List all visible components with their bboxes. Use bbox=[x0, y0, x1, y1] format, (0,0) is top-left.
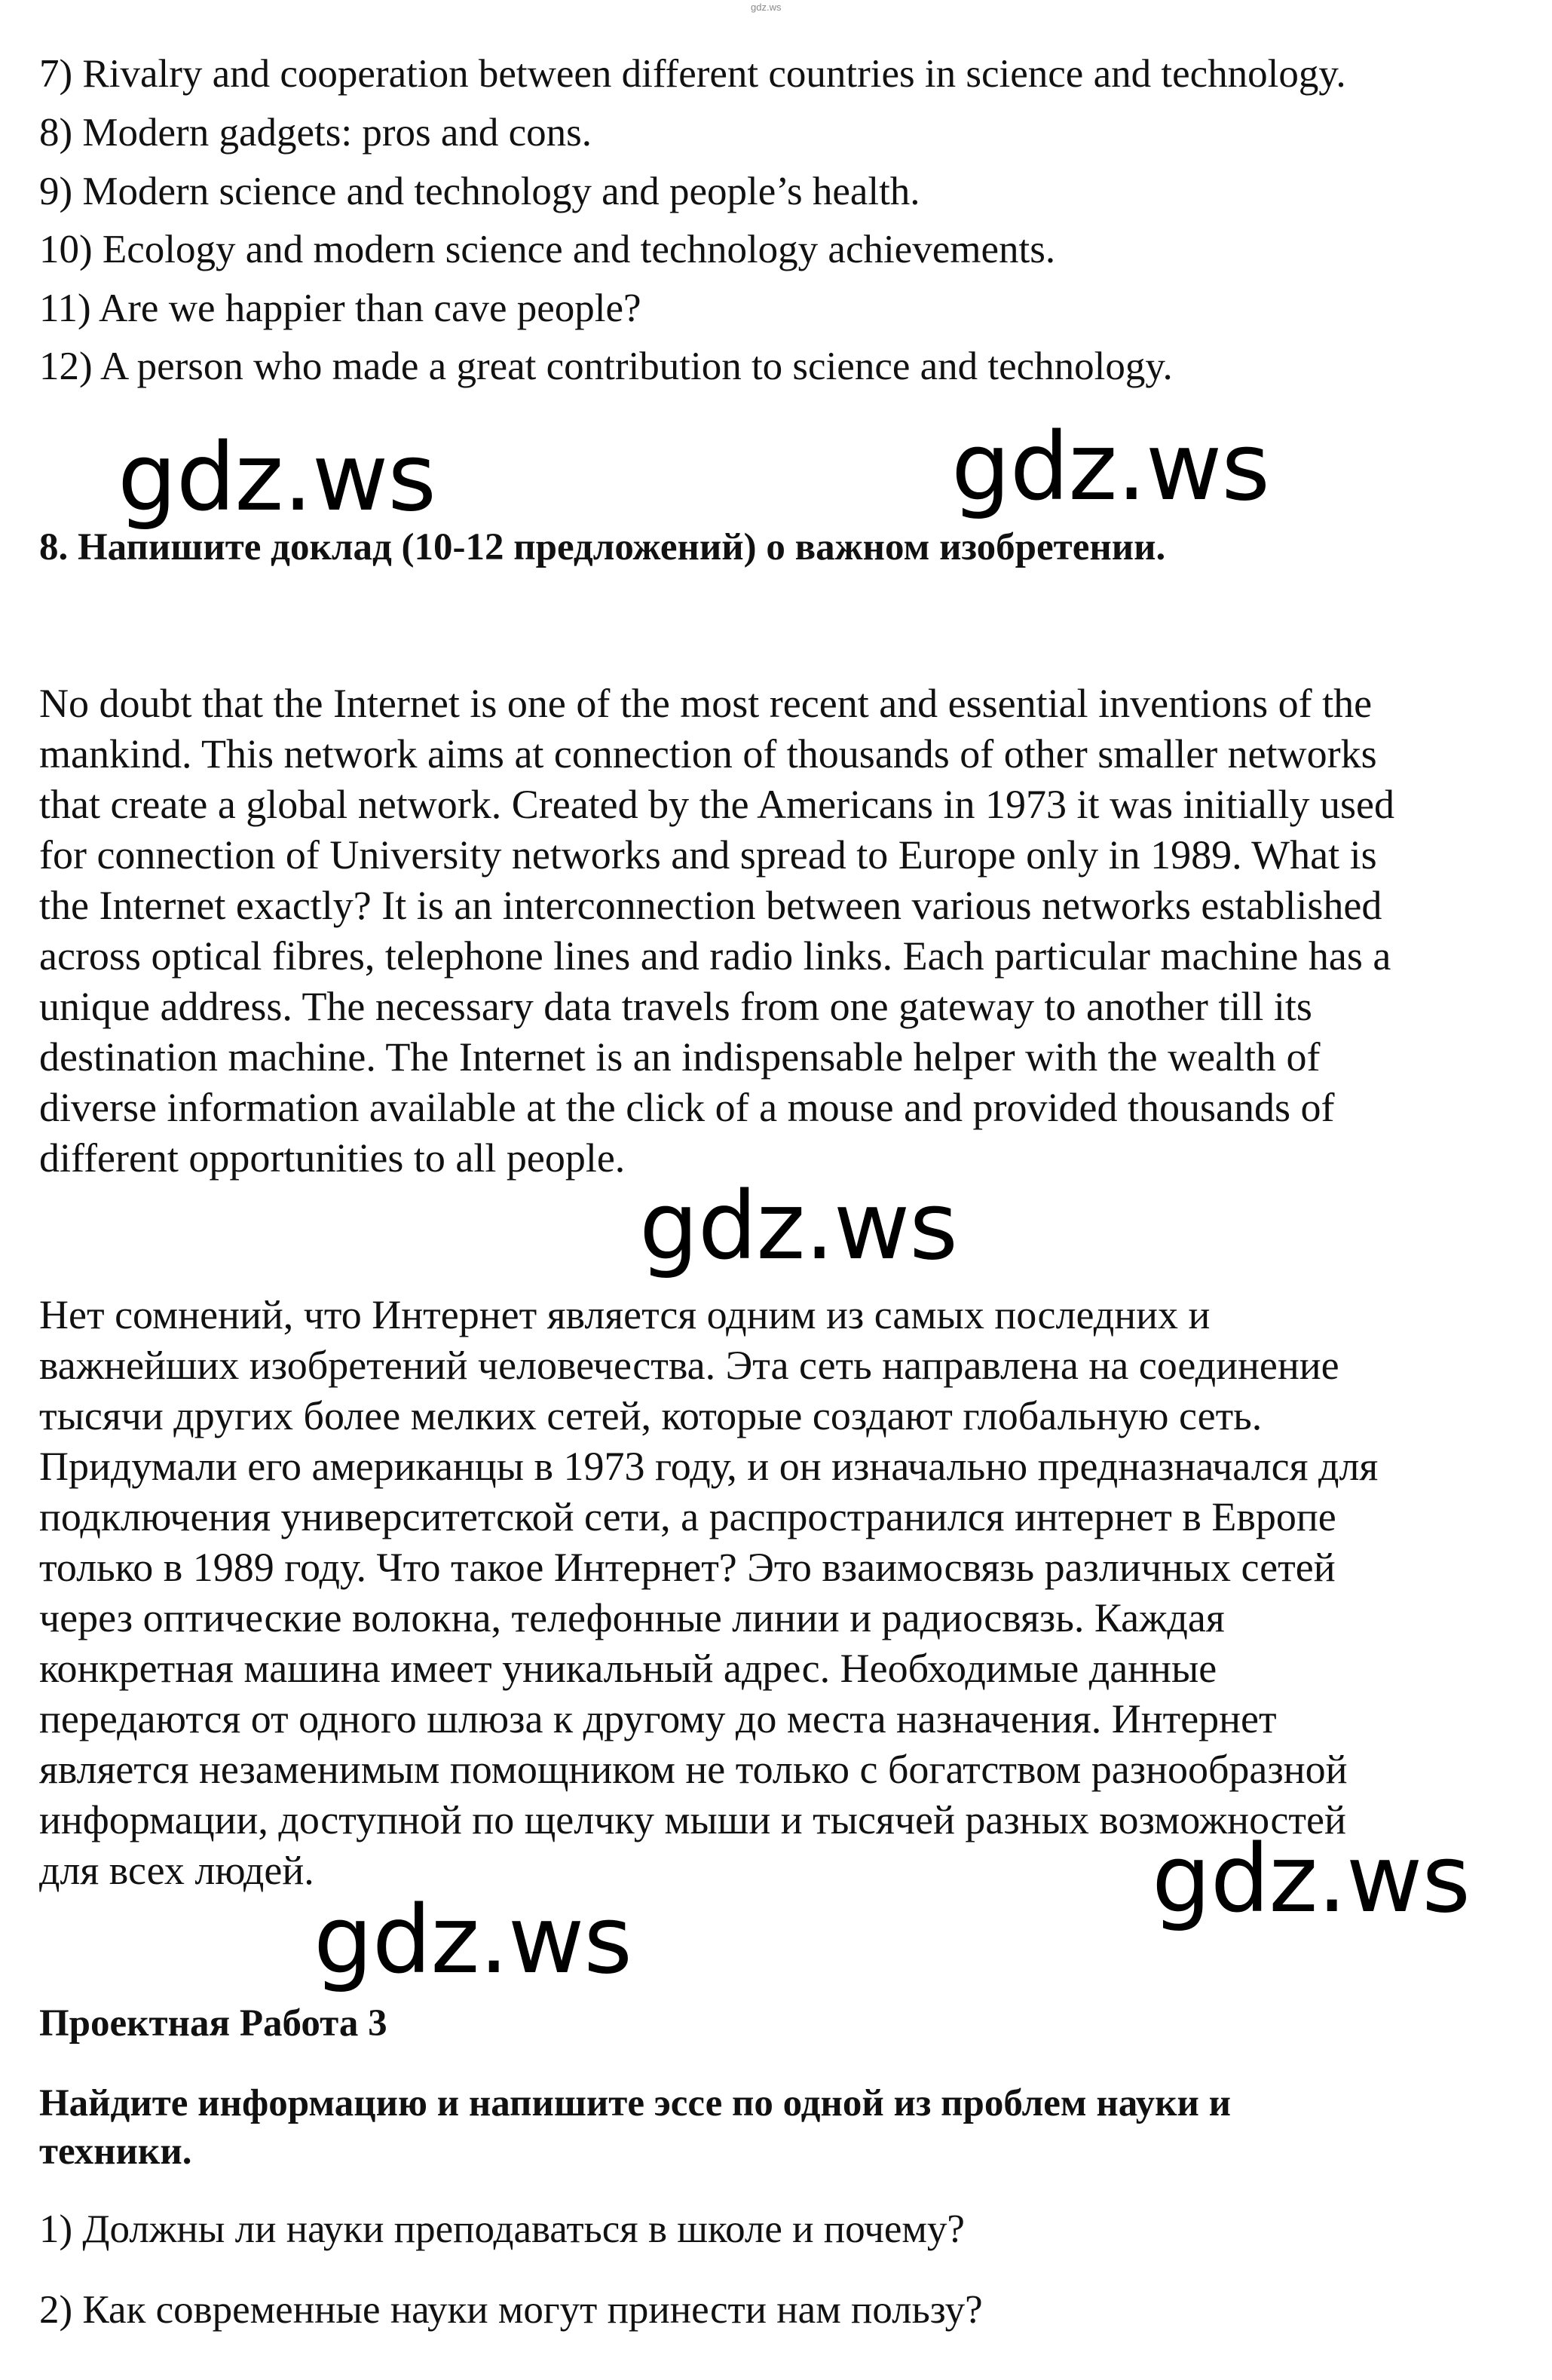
project-task-line: Найдите информацию и напишите эссе по одной из проблем науки и bbox=[39, 2082, 1232, 2124]
russian-line: Нет сомнений, что Интернет является одним из самых последних и bbox=[39, 1292, 1211, 1337]
top-watermark-text: gdz.ws bbox=[751, 2, 782, 13]
watermark: gdz.ws bbox=[639, 1172, 957, 1281]
topic-item-10: 10) Ecology and modern science and technology achievements. bbox=[39, 228, 1056, 271]
russian-line: подключения университетской сети, а распространился интернет в Европе bbox=[39, 1494, 1336, 1539]
russian-line: для всех людей. bbox=[39, 1848, 314, 1893]
russian-paragraph bbox=[39, 1290, 1378, 1896]
topic-item-11: 11) Are we happier than cave people? bbox=[39, 286, 641, 330]
russian-line: только в 1989 году. Что такое Интернет? Это взаимосвязь различных сетей bbox=[39, 1545, 1336, 1590]
english-line: that create a global network. Created by the Americans in 1973 it was initially used bbox=[39, 782, 1394, 827]
english-line: No doubt that the Internet is one of the most recent and essential inventions of the bbox=[39, 681, 1373, 726]
russian-line: информации, доступной по щелчку мыши и тысячей разных возможностей bbox=[39, 1797, 1346, 1842]
russian-line: передаются от одного шлюза к другому до места назначения. Интернет bbox=[39, 1696, 1277, 1741]
english-paragraph bbox=[39, 678, 1394, 1184]
russian-line: тысячи других более мелких сетей, которые создают глобальную сеть. bbox=[39, 1393, 1263, 1438]
english-line: different opportunities to all people. bbox=[39, 1135, 626, 1181]
russian-line: через оптические волокна, телефонные линии и радиосвязь. Каждая bbox=[39, 1595, 1225, 1640]
project-task-line: техники. bbox=[39, 2130, 192, 2173]
russian-line: является незаменимым помощником не только с богатством разнообразной bbox=[39, 1747, 1348, 1792]
task-8-heading: 8. Напишите доклад (10-12 предложений) о важном изобретении. bbox=[39, 526, 1166, 568]
english-line: for connection of University networks and spread to Europe only in 1989. What is bbox=[39, 832, 1377, 878]
russian-line: конкретная машина имеет уникальный адрес. Необходимые данные bbox=[39, 1646, 1217, 1691]
project-question-1: 1) Должны ли науки преподаваться в школе и почему? bbox=[39, 2207, 965, 2251]
english-line: mankind. This network aims at connection of thousands of other smaller networks bbox=[39, 731, 1377, 776]
topic-item-9: 9) Modern science and technology and people’s health. bbox=[39, 170, 920, 213]
english-line: the Internet exactly? It is an interconnection between various networks established bbox=[39, 883, 1382, 928]
watermark: gdz.ws bbox=[951, 413, 1269, 522]
russian-line: Придумали его американцы в 1973 году, и он изначально предназначался для bbox=[39, 1444, 1379, 1489]
russian-line: важнейших изобретений человечества. Эта сеть направлена на соединение bbox=[39, 1343, 1339, 1388]
topic-item-12: 12) A person who made a great contribution to science and technology. bbox=[39, 345, 1173, 388]
project-title: Проектная Работа 3 bbox=[39, 2002, 387, 2045]
english-line: unique address. The necessary data travels from one gateway to another till its bbox=[39, 984, 1312, 1029]
topic-item-8: 8) Modern gadgets: pros and cons. bbox=[39, 111, 592, 155]
topic-item-7: 7) Rivalry and cooperation between different countries in science and technology. bbox=[39, 52, 1346, 96]
watermark: gdz.ws bbox=[1152, 1825, 1470, 1934]
english-line: destination machine. The Internet is an indispensable helper with the wealth of bbox=[39, 1034, 1321, 1080]
english-line: diverse information available at the click of a mouse and provided thousands of bbox=[39, 1085, 1335, 1130]
watermark: gdz.ws bbox=[118, 424, 436, 532]
watermark: gdz.ws bbox=[314, 1886, 632, 1995]
project-question-2: 2) Как современные науки могут принести нам пользу? bbox=[39, 2288, 983, 2332]
english-line: across optical fibres, telephone lines and radio links. Each particular machine has a bbox=[39, 933, 1391, 979]
project-task bbox=[39, 2079, 1231, 2176]
